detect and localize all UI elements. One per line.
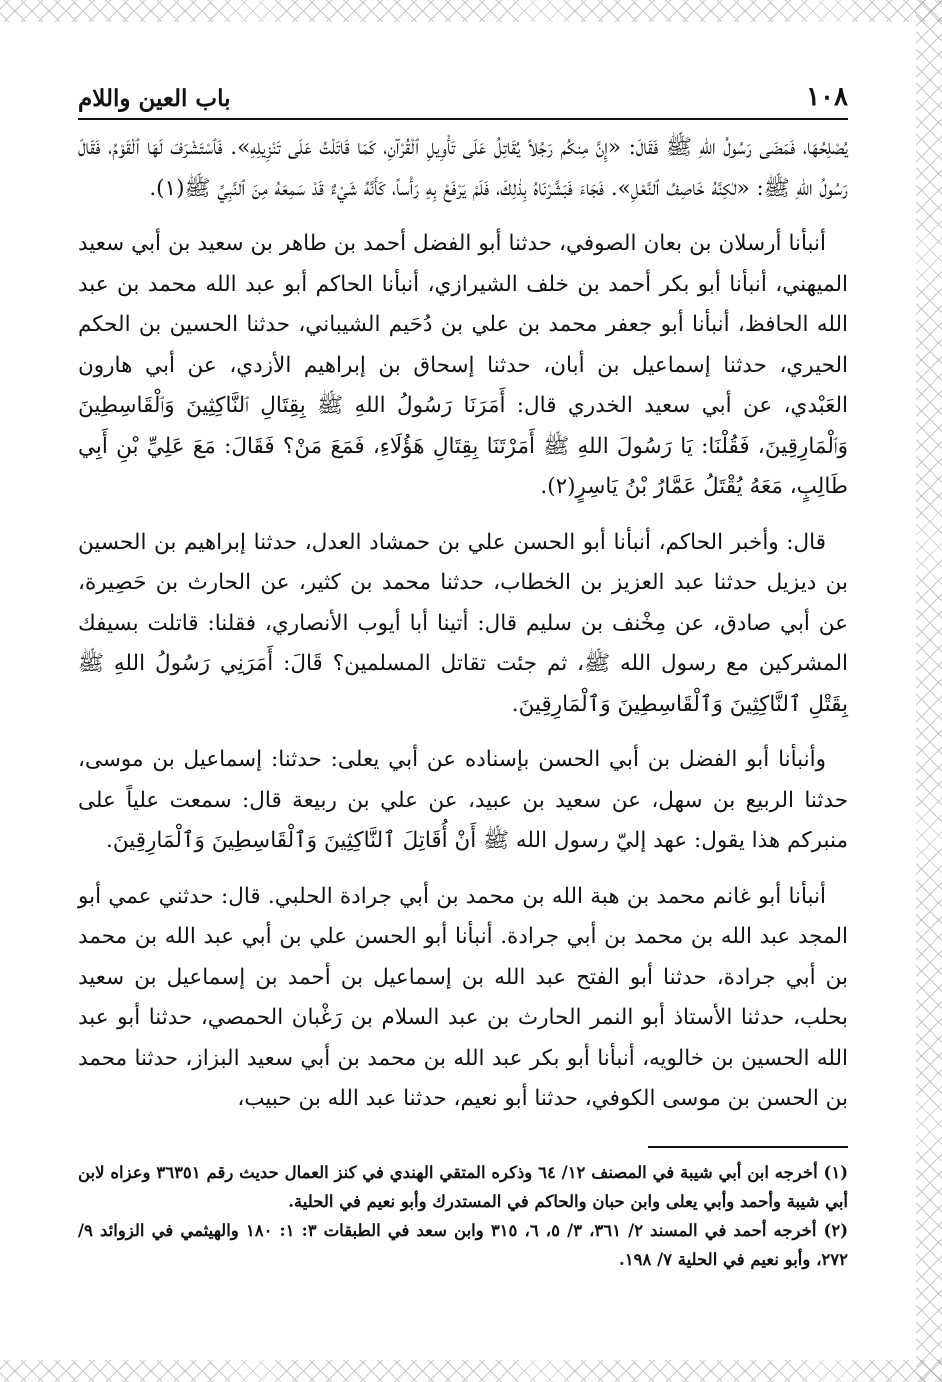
bottom-ornamental-border	[0, 1360, 942, 1382]
chapter-title: باب العين واللام	[78, 85, 231, 112]
footnote-divider	[648, 1146, 848, 1148]
footnote-1: (١) أخرجه ابن أبي شيبة في المصنف ١٢/ ٦٤ وذكره المتقي الهندي في كنز العمال حديث رقم ٣٦٣٥١ وعزاه لابن أبي شيبة وأحمد وأبي يعلى وابن حبان والحاكم في المستدرك وأبو نعيم في الحلية.	[78, 1162, 848, 1211]
page-number: ١٠٨	[806, 82, 848, 112]
paragraph-3: قال: وأخبر الحاكم، أنبأنا أبو الحسن علي بن حمشاد العدل، حدثنا إبراهيم بن الحسين بن ديزيل حدثنا عبد العزيز بن الخطاب، حدثنا محمد بن كثير، عن الحارث بن حَصِيرة، عن أبي صادق، عن مِخْنف بن سليم قال: أتينا أبا أيوب الأنصاري، فقلنا: قاتلت بسيفك المشركين مع رسول الله ﷺ، ثم جئت تقاتل المسلمين؟ قَالَ: أَمَرَنِي رَسُولُ اللهِ ﷺ بِقَتْلِ ٱلنَّاكِثِينَ وَٱلْقَاسِطِينَ وَٱلْمَارِقِينَ.	[78, 529, 848, 717]
paragraph-4: وأنبأنا أبو الفضل بن أبي الحسن بإسناده عن أبي يعلى: حدثنا: إسماعيل بن موسى، حدثنا الربيع بن سهل، عن سعيد بن عبيد، عن علي بن ربيعة قال: سمعت علياً على منبركم هذا يقول: عهد إليّ رسول الله ﷺ أَنْ أُقَاتِلَ ٱلنَّاكِثِينَ وَٱلْقَاسِطِينَ وَٱلْمَارِقِينَ.	[78, 747, 848, 853]
top-ornamental-border	[0, 0, 942, 22]
page-header	[78, 82, 848, 120]
footnote-2: (٢) أخرجه أحمد في المسند ٢/ ٣٦١، ٣/ ٥، ٦، ٣١٥ وابن سعد في الطبقات ٣: ١: ١٨٠ والهيثمي في الزوائد ٩/ ٢٧٢، وأبو نعيم في الحلية ٧/ ١٩٨.	[78, 1220, 849, 1269]
right-ornamental-border	[916, 0, 942, 1382]
paragraph-2: أنبأنا أرسلان بن بعان الصوفي، حدثنا أبو الفضل أحمد بن طاهر بن سعيد بن أبي سعيد الميهني، أنبأنا أبو بكر أحمد بن خلف الشيرازي، أنبأنا الحاكم أبو عبد الله محمد بن عبد الله الحافظ، أنبأنا أبو جعفر محمد بن علي بن دُحَيم الشيباني، حدثنا الحسين بن الحكم الحيري، حدثنا إسماعيل بن أبان، حدثنا إسحاق بن إبراهيم الأزدي، عن أبي هارون العَبْدي، عن أبي سعيد الخدري قال: أَمَرَنَا رَسُولُ اللهِ ﷺ بِقِتَالِ ٱلنَّاكِثِينَ وَٱلْقَاسِطِينَ وَٱلْمَارِقِينَ، فَقُلْنَا: يَا رَسُولَ اللهِ ﷺ أَمَرْتَنَا بِقِتَالِ هَؤُلَاءِ، فَمَعَ مَنْ؟ فَقَالَ: مَعَ عَلِيِّ بْنِ أَبِي طَالِبٍ، مَعَهُ يُقْتَلُ عَمَّارُ بْنُ يَاسِرٍ(٢).	[78, 231, 848, 499]
page-content	[78, 82, 848, 1274]
paragraph-5: أنبأنا أبو غانم محمد بن هبة الله بن محمد بن أبي جرادة الحلبي. قال: حدثني عمي أبو المجد عبد الله بن محمد بن أبي جرادة. أنبأنا أبو الحسن علي بن أبي عبد الله بن محمد بن أبي جرادة، حدثنا أبو الفتح عبد الله بن إسماعيل بن أحمد بن إسماعيل بن سعيد بحلب، حدثنا الأستاذ أبو النمر الحارث بن عبد السلام بن رَغْبان الحمصي، حدثنا أبو عبد الله الحسين بن خالويه، أنبأنا أبو بكر عبد الله بن محمد بن أبي سعيد البزاز، حدثنا محمد بن الحسن بن موسى الكوفي، حدثنا أبو نعيم، حدثنا عبد الله بن حبيب،	[78, 883, 848, 1111]
paragraph-1: يُصْلِحُهَا، فَمَضَى رَسُولُ اللهِ ﷺ فَقَالَ: «إِنَّ مِنكُم رَجُلاً يُقَاتِلُ عَلَى تَأْوِيلِ ٱلْقُرْآنِ، كَمَا قَاتَلْتُ عَلَى تَنْزِيلِهِ». فَٱسْتَشْرَفَ لَهَا ٱلْقَوْمُ، فَقَالَ رَسُولُ اللهِ ﷺ: «لٰكِنَّهُ خَاصِفُ ٱلنَّعْلِ». فَجَاءَ فَبَشَّرْنَاهُ بِذٰلِكَ، فَلَمْ يَرْفَعْ بِهِ رَأْساً، كَأَنَّهُ شَيْءٌ قَدْ سَمِعَهُ مِنَ ٱلنَّبِيِّ ﷺ(١).	[78, 135, 848, 201]
